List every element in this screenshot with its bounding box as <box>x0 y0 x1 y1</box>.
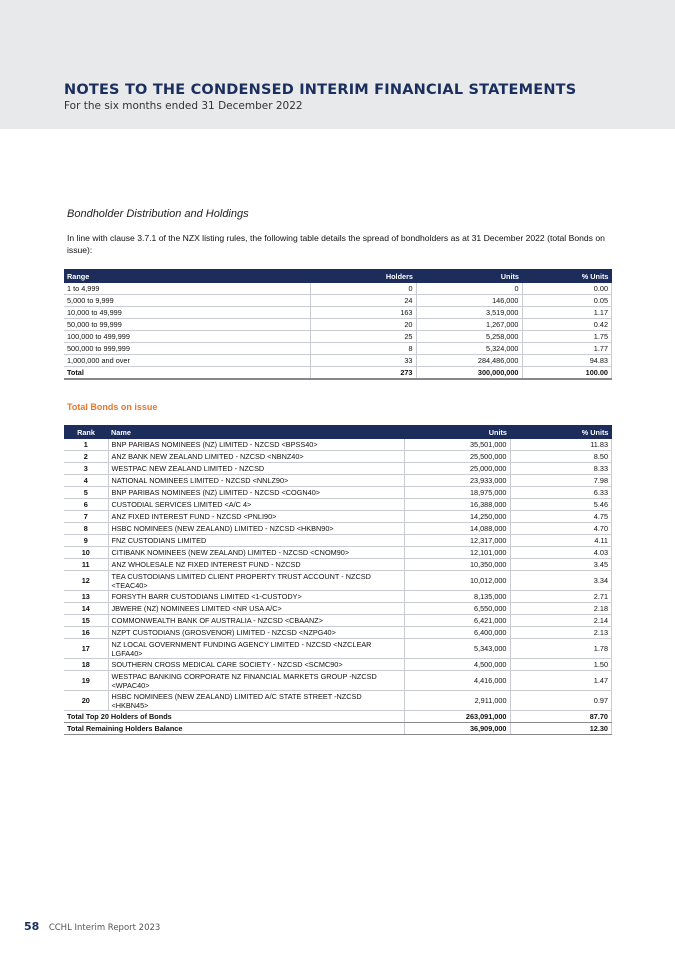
rank-cell: 19 <box>64 671 108 691</box>
table-row <box>64 475 612 487</box>
pct-units-cell: 12.30 <box>510 723 612 735</box>
pct-units-cell: 8.50 <box>510 451 612 463</box>
units-cell: 3,519,000 <box>416 307 522 319</box>
rank-cell: 2 <box>64 451 108 463</box>
rank-cell: 4 <box>64 475 108 487</box>
units-cell: 6,550,000 <box>404 603 510 615</box>
holder-name-cell: CUSTODIAL SERVICES LIMITED <A/C 4> <box>108 499 404 511</box>
units-cell: 284,486,000 <box>416 355 522 367</box>
total-row <box>64 711 612 723</box>
range-cell: 5,000 to 9,999 <box>64 295 310 307</box>
pct-units-cell: 4.75 <box>510 511 612 523</box>
holder-name-cell: NZ LOCAL GOVERNMENT FUNDING AGENCY LIMITED - NZCSD <NZCLEAR LGFA40> <box>108 639 404 659</box>
col-units: Units <box>416 269 522 283</box>
pct-units-cell: 0.05 <box>522 295 612 307</box>
holder-name-cell: CITIBANK NOMINEES (NEW ZEALAND) LIMITED - NZCSD <CNOM90> <box>108 547 404 559</box>
pct-units-cell: 3.34 <box>510 571 612 591</box>
rank-cell: 3 <box>64 463 108 475</box>
table-row <box>64 571 612 591</box>
pct-units-cell: 2.18 <box>510 603 612 615</box>
pct-units-cell: 0.42 <box>522 319 612 331</box>
units-cell: 10,012,000 <box>404 571 510 591</box>
table-row <box>64 283 612 295</box>
units-cell: 14,088,000 <box>404 523 510 535</box>
units-cell: 6,400,000 <box>404 627 510 639</box>
holder-name-cell: ANZ BANK NEW ZEALAND LIMITED - NZCSD <NBNZ40> <box>108 451 404 463</box>
table-row <box>64 627 612 639</box>
holder-name-cell: NZPT CUSTODIANS (GROSVENOR) LIMITED - NZCSD <NZPG40> <box>108 627 404 639</box>
pct-units-cell: 7.98 <box>510 475 612 487</box>
rank-cell: 16 <box>64 627 108 639</box>
table-row <box>64 487 612 499</box>
pct-units-cell: 2.71 <box>510 591 612 603</box>
holders-cell: 273 <box>310 367 416 380</box>
table-row <box>64 451 612 463</box>
col-pct-units: % Units <box>522 269 612 283</box>
rank-cell: 6 <box>64 499 108 511</box>
table-row <box>64 523 612 535</box>
total-label-cell: Total Top 20 Holders of Bonds <box>64 711 404 723</box>
section-title: Bondholder Distribution and Holdings <box>67 208 249 220</box>
col-holders: Holders <box>310 269 416 283</box>
rank-cell: 17 <box>64 639 108 659</box>
table-row <box>64 559 612 571</box>
table-row <box>64 639 612 659</box>
table-row <box>64 535 612 547</box>
units-cell: 5,258,000 <box>416 331 522 343</box>
holders-cell: 163 <box>310 307 416 319</box>
pct-units-cell: 1.75 <box>522 331 612 343</box>
page-subtitle: For the six months ended 31 December 2022 <box>64 100 303 112</box>
units-cell: 6,421,000 <box>404 615 510 627</box>
holder-name-cell: ANZ FIXED INTEREST FUND - NZCSD <PNLI90> <box>108 511 404 523</box>
holders-cell: 0 <box>310 283 416 295</box>
table-row <box>64 319 612 331</box>
units-cell: 4,500,000 <box>404 659 510 671</box>
holder-name-cell: BNP PARIBAS NOMINEES (NZ) LIMITED - NZCSD <COGN40> <box>108 487 404 499</box>
table-row <box>64 463 612 475</box>
holder-name-cell: BNP PARIBAS NOMINEES (NZ) LIMITED - NZCSD <BPSS40> <box>108 439 404 451</box>
units-cell: 23,933,000 <box>404 475 510 487</box>
holders-cell: 25 <box>310 331 416 343</box>
units-cell: 300,000,000 <box>416 367 522 380</box>
pct-units-cell: 5.46 <box>510 499 612 511</box>
pct-units-cell: 1.77 <box>522 343 612 355</box>
report-name: CCHL Interim Report 2023 <box>48 923 161 933</box>
col-name: Name <box>108 425 404 439</box>
table-row <box>64 307 612 319</box>
holder-name-cell: WESTPAC NEW ZEALAND LIMITED - NZCSD <box>108 463 404 475</box>
bonds-body <box>64 439 612 735</box>
pct-units-cell: 2.14 <box>510 615 612 627</box>
total-label-cell: Total Remaining Holders Balance <box>64 723 404 735</box>
units-cell: 263,091,000 <box>404 711 510 723</box>
rank-cell: 1 <box>64 439 108 451</box>
units-cell: 14,250,000 <box>404 511 510 523</box>
table-row <box>64 615 612 627</box>
holder-name-cell: HSBC NOMINEES (NEW ZEALAND) LIMITED - NZCSD <HKBN90> <box>108 523 404 535</box>
table-row <box>64 343 612 355</box>
pct-units-cell: 1.47 <box>510 671 612 691</box>
pct-units-cell: 11.83 <box>510 439 612 451</box>
holders-cell: 24 <box>310 295 416 307</box>
table-row <box>64 295 612 307</box>
bonds-header-row <box>64 425 612 439</box>
table-row <box>64 591 612 603</box>
range-cell: 1 to 4,999 <box>64 283 310 295</box>
units-cell: 36,909,000 <box>404 723 510 735</box>
pct-units-cell: 4.70 <box>510 523 612 535</box>
holder-name-cell: ANZ WHOLESALE NZ FIXED INTEREST FUND - NZCSD <box>108 559 404 571</box>
units-cell: 146,000 <box>416 295 522 307</box>
pct-units-cell: 6.33 <box>510 487 612 499</box>
units-cell: 16,388,000 <box>404 499 510 511</box>
col-range: Range <box>64 269 310 283</box>
rank-cell: 13 <box>64 591 108 603</box>
range-cell: 50,000 to 99,999 <box>64 319 310 331</box>
pct-units-cell: 8.33 <box>510 463 612 475</box>
page-number: 58 <box>24 920 40 933</box>
pct-units-cell: 94.83 <box>522 355 612 367</box>
rank-cell: 9 <box>64 535 108 547</box>
pct-units-cell: 100.00 <box>522 367 612 380</box>
holder-name-cell: NATIONAL NOMINEES LIMITED - NZCSD <NNLZ90> <box>108 475 404 487</box>
pct-units-cell: 1.17 <box>522 307 612 319</box>
holder-name-cell: FNZ CUSTODIANS LIMITED <box>108 535 404 547</box>
distribution-table <box>64 269 612 380</box>
units-cell: 12,101,000 <box>404 547 510 559</box>
rank-cell: 8 <box>64 523 108 535</box>
rank-cell: 15 <box>64 615 108 627</box>
pct-units-cell: 87.70 <box>510 711 612 723</box>
pct-units-cell: 0.00 <box>522 283 612 295</box>
page-title: NOTES TO THE CONDENSED INTERIM FINANCIAL STATEMENTS <box>64 82 577 98</box>
bonds-table <box>64 425 612 735</box>
rank-cell: 11 <box>64 559 108 571</box>
units-cell: 10,350,000 <box>404 559 510 571</box>
bonds-section-title: Total Bonds on issue <box>67 402 158 412</box>
holders-cell: 33 <box>310 355 416 367</box>
distribution-body <box>64 283 612 379</box>
holders-cell: 8 <box>310 343 416 355</box>
rank-cell: 7 <box>64 511 108 523</box>
page-footer <box>24 920 160 933</box>
units-cell: 2,911,000 <box>404 691 510 711</box>
col-pct-units: % Units <box>510 425 612 439</box>
pct-units-cell: 1.78 <box>510 639 612 659</box>
units-cell: 0 <box>416 283 522 295</box>
holder-name-cell: SOUTHERN CROSS MEDICAL CARE SOCIETY - NZCSD <SCMC90> <box>108 659 404 671</box>
units-cell: 5,324,000 <box>416 343 522 355</box>
units-cell: 8,135,000 <box>404 591 510 603</box>
holder-name-cell: HSBC NOMINEES (NEW ZEALAND) LIMITED A/C STATE STREET -NZCSD <HKBN45> <box>108 691 404 711</box>
col-units: Units <box>404 425 510 439</box>
distribution-header-row <box>64 269 612 283</box>
rank-cell: 10 <box>64 547 108 559</box>
rank-cell: 20 <box>64 691 108 711</box>
range-cell: 1,000,000 and over <box>64 355 310 367</box>
range-cell: 10,000 to 49,999 <box>64 307 310 319</box>
pct-units-cell: 1.50 <box>510 659 612 671</box>
units-cell: 4,416,000 <box>404 671 510 691</box>
holder-name-cell: JBWERE (NZ) NOMINEES LIMITED <NR USA A/C> <box>108 603 404 615</box>
holder-name-cell: FORSYTH BARR CUSTODIANS LIMITED <1-CUSTODY> <box>108 591 404 603</box>
table-row <box>64 659 612 671</box>
rank-cell: 14 <box>64 603 108 615</box>
holder-name-cell: WESTPAC BANKING CORPORATE NZ FINANCIAL MARKETS GROUP -NZCSD <WPAC40> <box>108 671 404 691</box>
pct-units-cell: 4.11 <box>510 535 612 547</box>
table-row <box>64 499 612 511</box>
units-cell: 1,267,000 <box>416 319 522 331</box>
table-row <box>64 547 612 559</box>
units-cell: 35,501,000 <box>404 439 510 451</box>
intro-paragraph: In line with clause 3.7.1 of the NZX listing rules, the following table details the spread of bondholders as at 31 December 2022 (total Bonds on issue): <box>67 233 605 255</box>
total-row <box>64 367 612 380</box>
rank-cell: 5 <box>64 487 108 499</box>
units-cell: 25,500,000 <box>404 451 510 463</box>
table-row <box>64 331 612 343</box>
range-cell: Total <box>64 367 310 380</box>
rank-cell: 18 <box>64 659 108 671</box>
range-cell: 100,000 to 499,999 <box>64 331 310 343</box>
holders-cell: 20 <box>310 319 416 331</box>
rank-cell: 12 <box>64 571 108 591</box>
units-cell: 5,343,000 <box>404 639 510 659</box>
pct-units-cell: 4.03 <box>510 547 612 559</box>
units-cell: 25,000,000 <box>404 463 510 475</box>
holder-name-cell: COMMONWEALTH BANK OF AUSTRALIA - NZCSD <CBAANZ> <box>108 615 404 627</box>
total-row <box>64 723 612 735</box>
pct-units-cell: 0.97 <box>510 691 612 711</box>
col-rank: Rank <box>64 425 108 439</box>
range-cell: 500,000 to 999,999 <box>64 343 310 355</box>
table-row <box>64 671 612 691</box>
units-cell: 12,317,000 <box>404 535 510 547</box>
units-cell: 18,975,000 <box>404 487 510 499</box>
holder-name-cell: TEA CUSTODIANS LIMITED CLIENT PROPERTY TRUST ACCOUNT - NZCSD <TEAC40> <box>108 571 404 591</box>
table-row <box>64 355 612 367</box>
pct-units-cell: 2.13 <box>510 627 612 639</box>
table-row <box>64 439 612 451</box>
table-row <box>64 511 612 523</box>
pct-units-cell: 3.45 <box>510 559 612 571</box>
table-row <box>64 691 612 711</box>
table-row <box>64 603 612 615</box>
